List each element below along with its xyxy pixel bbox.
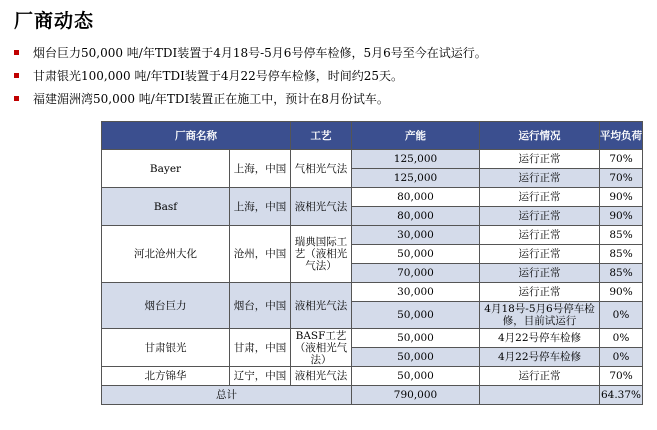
company-name: 甘肃银光: [102, 329, 230, 367]
news-text: 福建湄洲湾50,000 吨/年TDI装置正在施工中，预计在8月份试车。: [33, 92, 389, 106]
company-name: 北方锦华: [102, 367, 230, 386]
capacity-cell: 50,000: [352, 302, 480, 329]
company-process: 气相光气法: [291, 150, 352, 188]
header-status: 运行情况: [480, 122, 600, 150]
status-cell: 运行正常: [480, 264, 600, 283]
status-cell: 运行正常: [480, 169, 600, 188]
load-cell: 90%: [600, 283, 643, 302]
load-cell: 70%: [600, 150, 643, 169]
company-location: 烟台，中国: [230, 283, 291, 329]
company-process: 液相光气法: [291, 367, 352, 386]
bullet-square-icon: [14, 73, 19, 78]
load-cell: 0%: [600, 348, 643, 367]
news-item: [14, 87, 487, 110]
capacity-cell: 80,000: [352, 188, 480, 207]
company-name: 河北沧州大化: [102, 226, 230, 283]
capacity-cell: 50,000: [352, 348, 480, 367]
status-cell: 运行正常: [480, 188, 600, 207]
company-location: 上海，中国: [230, 188, 291, 226]
capacity-cell: 70,000: [352, 264, 480, 283]
status-cell: 运行正常: [480, 150, 600, 169]
company-process: 液相光气法: [291, 188, 352, 226]
total-label: 总计: [102, 386, 352, 405]
capacity-cell: 50,000: [352, 329, 480, 348]
status-cell: 运行正常: [480, 283, 600, 302]
table-row: [102, 226, 643, 245]
bullet-square-icon: [14, 50, 19, 55]
news-text: 烟台巨力50,000 吨/年TDI装置于4月18号-5月6号停车检修，5月6号至今在试运行。: [33, 46, 487, 60]
status-cell: 运行正常: [480, 207, 600, 226]
header-name: 厂商名称: [102, 122, 291, 150]
status-cell: 4月22号停车检修: [480, 348, 600, 367]
company-process: 液相光气法: [291, 283, 352, 329]
capacity-cell: 80,000: [352, 207, 480, 226]
status-cell: 4月22号停车检修: [480, 329, 600, 348]
load-cell: 0%: [600, 302, 643, 329]
status-cell: 4月18号-5月6号停车检修，目前试运行: [480, 302, 600, 329]
company-name: Bayer: [102, 150, 230, 188]
tdi-producer-table: [101, 121, 643, 405]
table-row: [102, 188, 643, 207]
capacity-cell: 50,000: [352, 245, 480, 264]
table-row: [102, 329, 643, 348]
total-load: 64.37%: [600, 386, 643, 405]
company-location: 上海，中国: [230, 150, 291, 188]
capacity-cell: 125,000: [352, 169, 480, 188]
total-status: [480, 386, 600, 405]
company-location: 甘肃，中国: [230, 329, 291, 367]
load-cell: 90%: [600, 188, 643, 207]
load-cell: 85%: [600, 245, 643, 264]
table-header-row: [102, 122, 643, 150]
load-cell: 70%: [600, 169, 643, 188]
company-location: 辽宁，中国: [230, 367, 291, 386]
page-title: 厂商动态: [14, 10, 95, 32]
company-name: 烟台巨力: [102, 283, 230, 329]
bullet-square-icon: [14, 96, 19, 101]
company-process: BASF工艺（液相光气法）: [291, 329, 352, 367]
load-cell: 70%: [600, 367, 643, 386]
status-cell: 运行正常: [480, 245, 600, 264]
news-list: [14, 41, 487, 110]
total-capacity: 790,000: [352, 386, 480, 405]
load-cell: 85%: [600, 264, 643, 283]
capacity-cell: 50,000: [352, 367, 480, 386]
capacity-cell: 30,000: [352, 226, 480, 245]
load-cell: 0%: [600, 329, 643, 348]
load-cell: 90%: [600, 207, 643, 226]
table-row: [102, 283, 643, 302]
company-name: Basf: [102, 188, 230, 226]
header-process: 工艺: [291, 122, 352, 150]
news-text: 甘肃银光100,000 吨/年TDI装置于4月22号停车检修，时间约25天。: [33, 69, 404, 83]
header-load: 平均负荷: [600, 122, 643, 150]
table-row: [102, 367, 643, 386]
news-item: [14, 41, 487, 64]
load-cell: 85%: [600, 226, 643, 245]
status-cell: 运行正常: [480, 226, 600, 245]
table-total-row: [102, 386, 643, 405]
company-process: 瑞典国际工艺（液相光气法）: [291, 226, 352, 283]
header-capacity: 产能: [352, 122, 480, 150]
company-location: 沧州，中国: [230, 226, 291, 283]
capacity-cell: 30,000: [352, 283, 480, 302]
capacity-cell: 125,000: [352, 150, 480, 169]
table-row: [102, 150, 643, 169]
news-item: [14, 64, 487, 87]
status-cell: 运行正常: [480, 367, 600, 386]
